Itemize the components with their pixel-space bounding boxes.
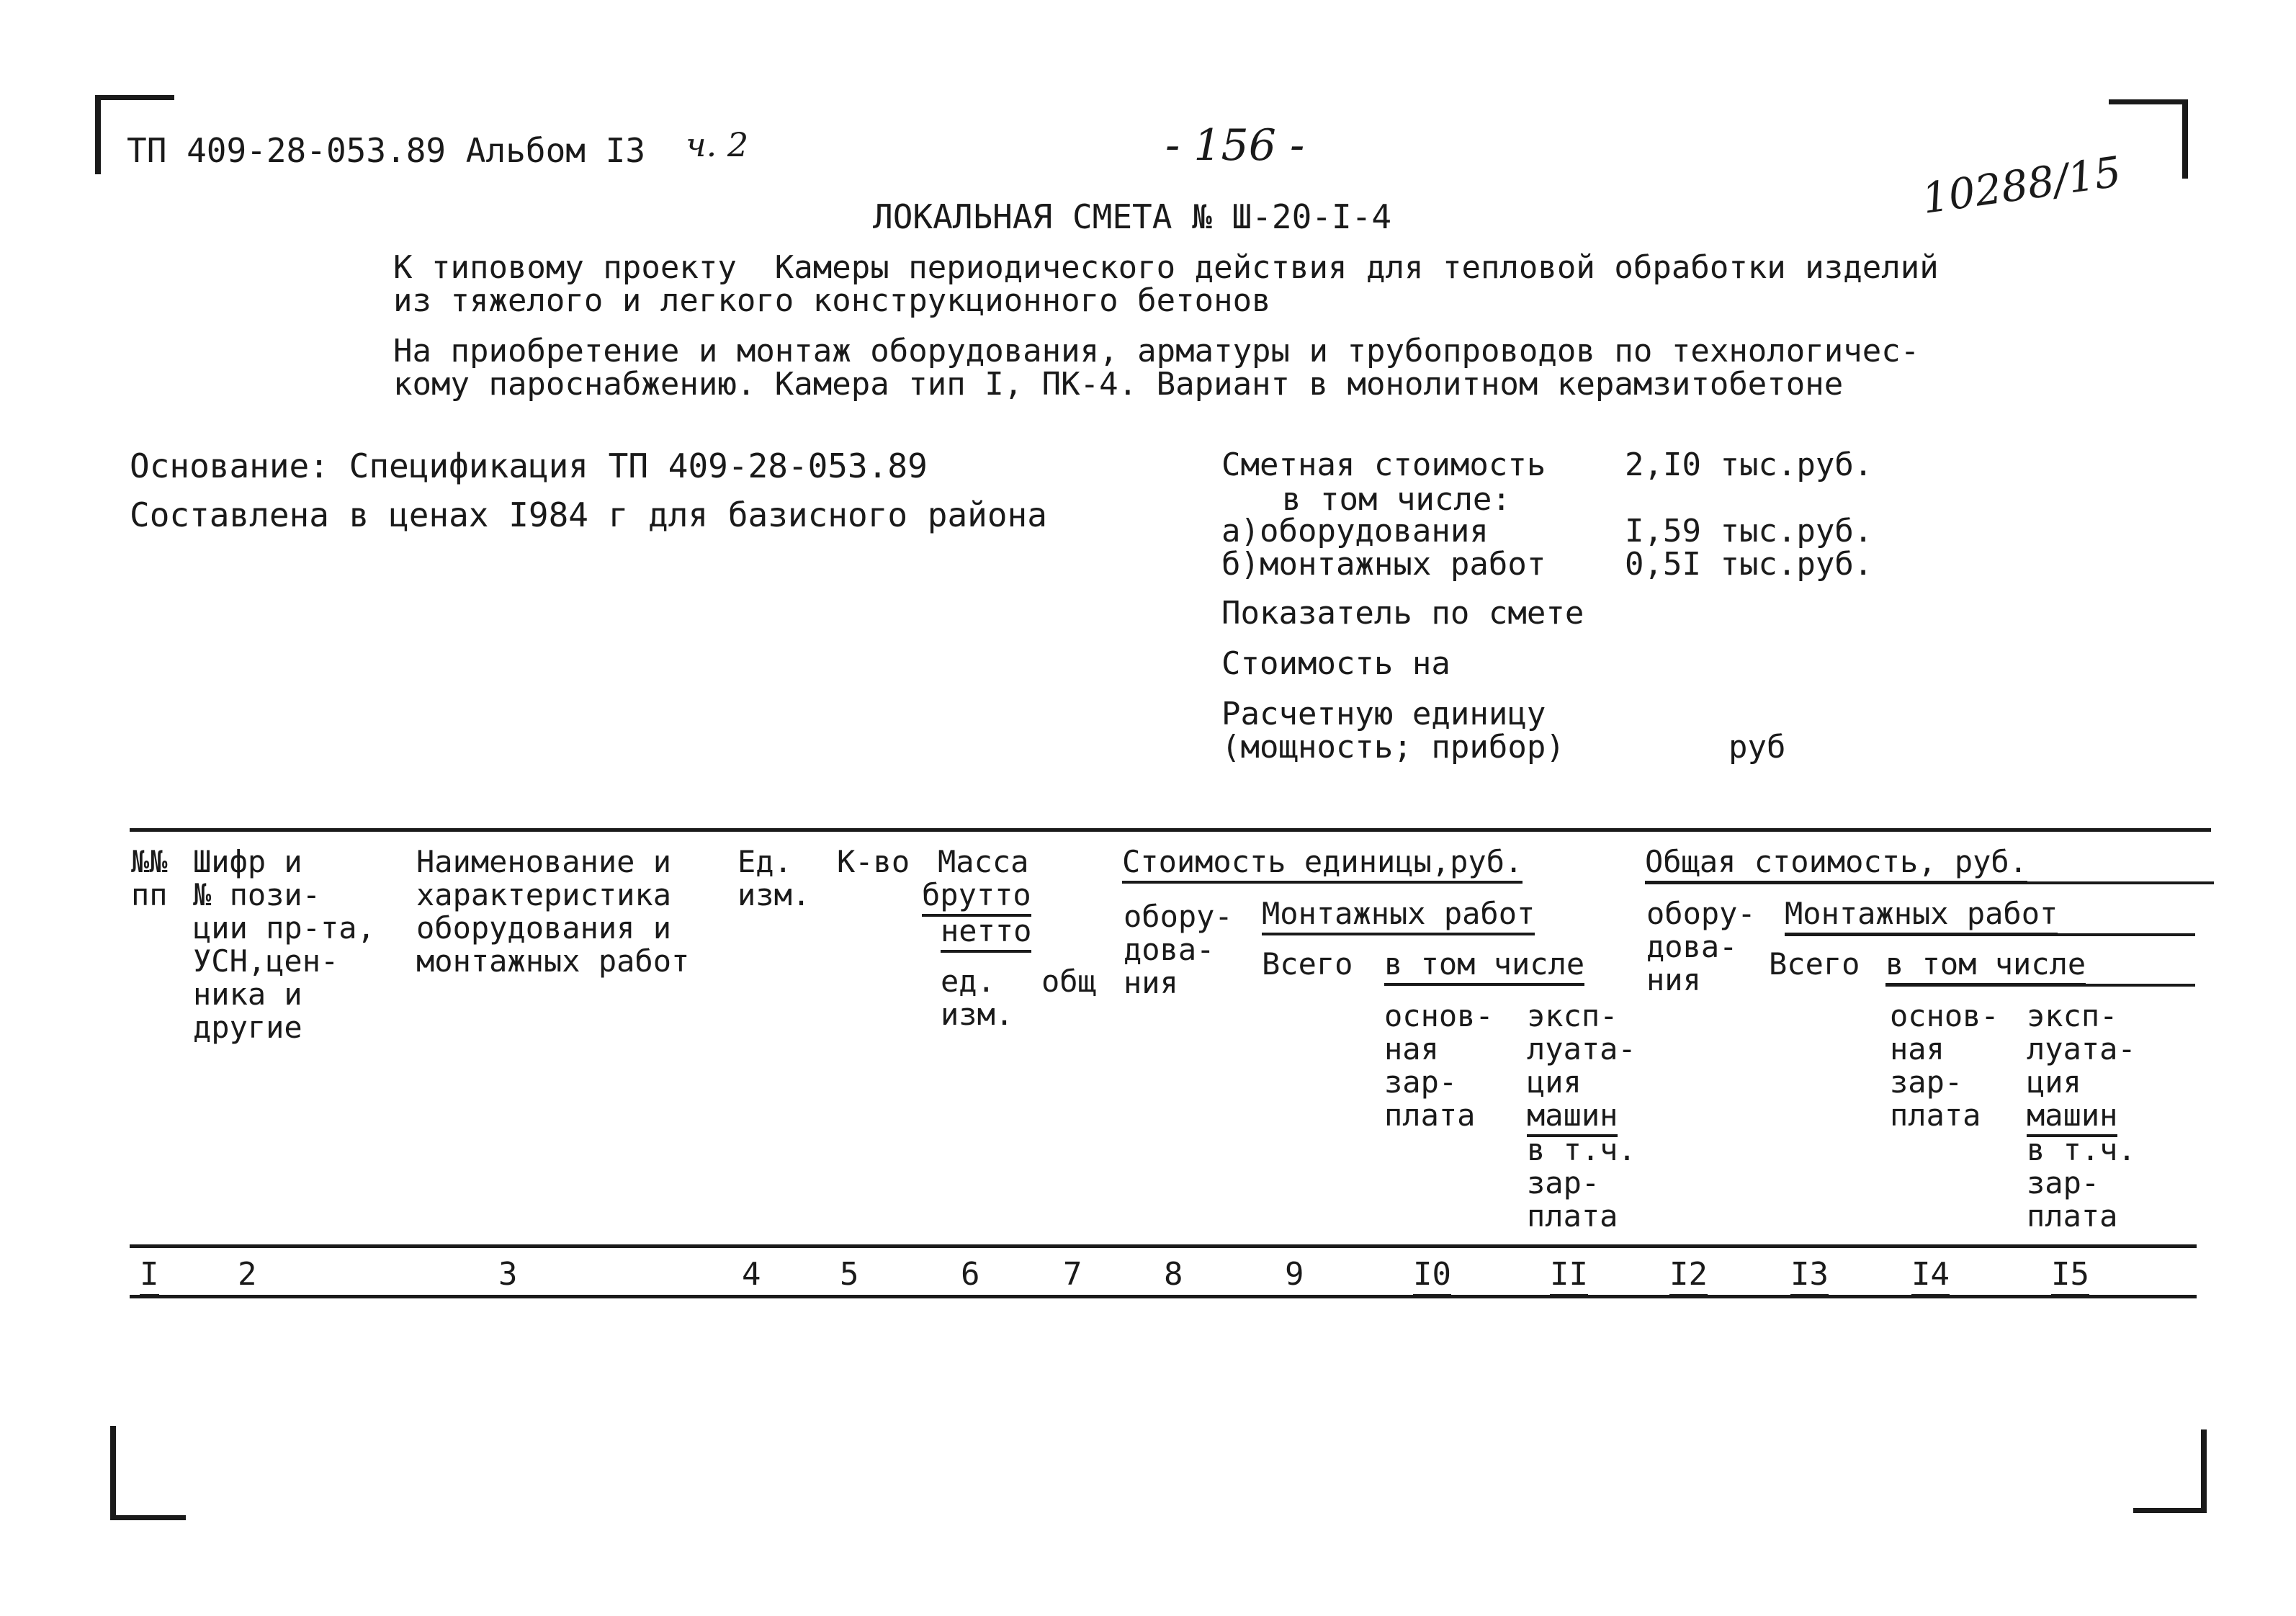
total-cost-incl-salary: в т.ч. зар- плата bbox=[2027, 1132, 2136, 1234]
part-number: ч. 2 bbox=[686, 125, 749, 164]
total-cost-including: в том числе bbox=[1885, 948, 2086, 981]
unit-cost-including: в том числе bbox=[1384, 948, 1584, 981]
column-number: 6 bbox=[961, 1256, 980, 1293]
corner-mark-top-right bbox=[2182, 99, 2188, 179]
col-code-header: Шифр и № пози- ции пр-та, УСН,цен- ника и другие bbox=[193, 844, 375, 1045]
installation-cost-label: б)монтажных работ bbox=[1221, 546, 1546, 583]
table-numbers-bottom-rule bbox=[130, 1295, 2197, 1298]
col-name-header: Наименование и характеристика оборудования и монтажных работ bbox=[416, 844, 690, 979]
column-number: I2 bbox=[1669, 1259, 1708, 1290]
col-mass-total: общ bbox=[1041, 964, 1096, 999]
document-title: ЛОКАЛЬНАЯ СМЕТА № Ш-20-I-4 bbox=[873, 197, 1392, 236]
estimated-cost-value: 2,I0 тыс.руб. bbox=[1625, 446, 1873, 483]
col-mass-brutto: брутто bbox=[922, 879, 1031, 912]
col-qty-header: К-во bbox=[837, 844, 910, 879]
column-number: I5 bbox=[2051, 1259, 2089, 1290]
column-number: 8 bbox=[1164, 1256, 1183, 1293]
total-cost-title-rule bbox=[1645, 881, 2214, 884]
unit-cost-incl-salary: в т.ч. зар- плата bbox=[1527, 1132, 1636, 1234]
total-cost-equipment: обору- дова- ния bbox=[1646, 896, 1756, 997]
column-number: I0 bbox=[1413, 1259, 1451, 1290]
corner-mark-bottom-right-h bbox=[2133, 1508, 2207, 1513]
purpose-line-2: кому пароснабжению. Камера тип I, ПК-4. Вариант в монолитном керамзитобетоне bbox=[393, 366, 1844, 403]
column-number: 3 bbox=[498, 1256, 518, 1293]
including-label: в том числе: bbox=[1282, 481, 1511, 518]
project-line-1: К типовому проекту Камеры периодического действия для тепловой обработки изделий bbox=[393, 249, 1939, 286]
equipment-cost-value: I,59 тыс.руб. bbox=[1625, 513, 1873, 549]
corner-mark-top-left-h bbox=[95, 95, 174, 100]
unit-cost-machines: машин bbox=[1527, 1099, 1618, 1132]
total-cost-basic-salary: основ- ная зар- плата bbox=[1890, 998, 1999, 1133]
basis-line-2: Составлена в ценах I984 г для базисного района bbox=[130, 495, 1047, 534]
total-installation-rule bbox=[1785, 933, 2195, 936]
column-number: 4 bbox=[742, 1256, 761, 1293]
col-unit-header: Ед. изм. bbox=[737, 844, 811, 912]
total-cost-machines: машин bbox=[2027, 1099, 2117, 1132]
column-number: I3 bbox=[1790, 1259, 1829, 1290]
total-cost-installation-title: Монтажных работ bbox=[1785, 897, 2058, 930]
total-cost-machine-op: эксп- луата- ция bbox=[2027, 998, 2136, 1100]
unit-cost-title: Стоимость единицы,руб. bbox=[1122, 845, 1523, 879]
basis-line-1: Основание: Спецификация ТП 409-28-053.89 bbox=[130, 446, 928, 485]
table-header-bottom-rule bbox=[130, 1244, 2197, 1248]
estimate-indicator: Показатель по смете bbox=[1221, 595, 1584, 632]
unit-cost-total: Всего bbox=[1262, 946, 1353, 982]
column-number: 2 bbox=[238, 1256, 257, 1293]
cost-per-label: Стоимость на bbox=[1221, 645, 1450, 682]
total-cost-total: Всего bbox=[1769, 946, 1860, 982]
corner-mark-bottom-right bbox=[2201, 1429, 2207, 1512]
column-number: 7 bbox=[1063, 1256, 1082, 1293]
project-line-2: из тяжелого и легкого конструкционного бетонов bbox=[393, 282, 1271, 319]
unit-label-2: (мощность; прибор) bbox=[1221, 729, 1565, 766]
page-number: - 156 - bbox=[1165, 120, 1305, 171]
purpose-line-1: На приобретение и монтаж оборудования, арматуры и трубопроводов по технологичес- bbox=[393, 333, 1920, 369]
col-number-header: №№ пп bbox=[131, 844, 168, 912]
corner-mark-top-right-h bbox=[2109, 99, 2188, 104]
unit-label-1: Расчетную единицу bbox=[1221, 696, 1546, 732]
archive-number: 10288/15 bbox=[1919, 146, 2125, 224]
col-mass-unit: ед. изм. bbox=[941, 964, 1014, 1032]
unit-cost-machine-op: эксп- луата- ция bbox=[1527, 998, 1636, 1100]
installation-cost-value: 0,5I тыс.руб. bbox=[1625, 546, 1873, 583]
total-cost-title: Общая стоимость, руб. bbox=[1645, 845, 2027, 879]
table-top-rule bbox=[130, 828, 2211, 832]
doc-code: ТП 409-28-053.89 Альбом I3 bbox=[127, 131, 646, 170]
unit-cost-installation-title: Монтажных работ bbox=[1262, 897, 1535, 930]
unit-currency: руб bbox=[1728, 729, 1786, 766]
column-number: II bbox=[1550, 1259, 1588, 1290]
estimated-cost-label: Сметная стоимость bbox=[1221, 446, 1546, 483]
col-mass-header: Масса bbox=[938, 844, 1029, 879]
unit-cost-basic-salary: основ- ная зар- плата bbox=[1384, 998, 1494, 1133]
corner-mark-bottom-left-h bbox=[110, 1515, 186, 1520]
column-number: 9 bbox=[1285, 1256, 1304, 1293]
column-number: I4 bbox=[1911, 1259, 1950, 1290]
equipment-cost-label: а)оборудования bbox=[1221, 513, 1489, 549]
unit-cost-equipment: обору- дова- ния bbox=[1124, 899, 1233, 1000]
column-number: 5 bbox=[840, 1256, 859, 1293]
column-number: I bbox=[140, 1259, 159, 1290]
col-mass-netto: нетто bbox=[941, 915, 1031, 948]
corner-mark-bottom-left bbox=[110, 1426, 116, 1520]
total-including-rule bbox=[1885, 984, 2195, 987]
corner-mark-top-left bbox=[95, 95, 101, 174]
